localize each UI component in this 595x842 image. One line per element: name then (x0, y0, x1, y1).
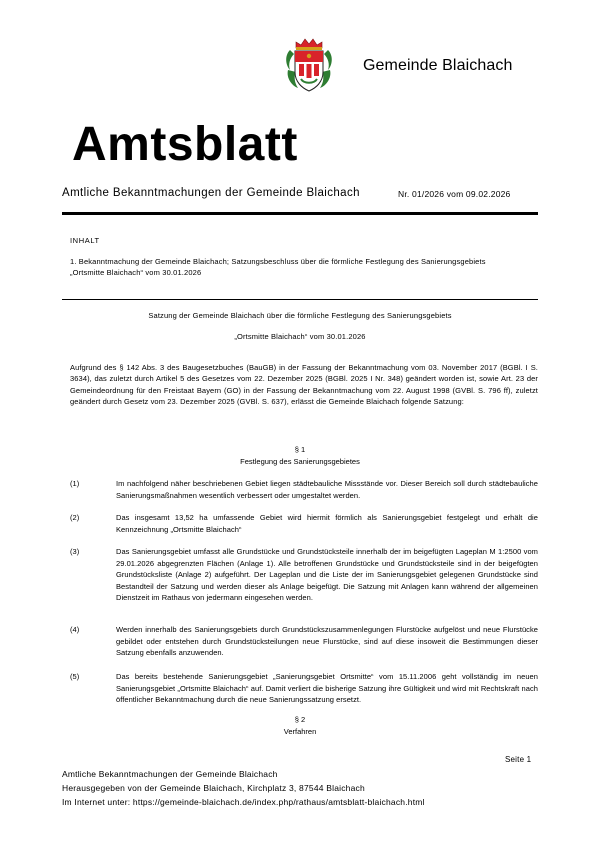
list-item (70, 546, 538, 604)
item-number: (2) (70, 513, 80, 522)
statute-title-line2: „Ortsmitte Blaichach“ vom 30.01.2026 (234, 332, 366, 341)
item-number: (3) (70, 547, 80, 556)
municipality-name: Gemeinde Blaichach (363, 57, 513, 74)
contents-divider (62, 299, 538, 300)
item-number: (4) (70, 625, 80, 634)
item-text: Werden innerhalb des Sanierungsgebiets durch Grundstückszusammenlegungen Flurstücke aufgelöst und neue Flurstücke gebildet oder entstehen durch Grundstücksteilungen neue Flurstücke, sind auf diese insoweit die Bestimmungen dieser Satzung ebenfalls anzuwenden. (116, 625, 538, 657)
item-text: Das bereits bestehende Sanierungsgebiet „Sanierungsgebiet Ortsmitte“ vom 15.11.2006 geht vollständig im neuen Sanierungsgebiet „Ortsmitte Blaichach“ auf. Damit verliert die bisherige Satzung ihre Gültigkeit und wird mit Rechtskraft nach öffentlicher Bekanntmachung durch die neue Sanierungssatzung ersetzt. (116, 672, 538, 704)
footer-line-1: Amtliche Bekanntmachungen der Gemeinde Blaichach (62, 769, 278, 779)
list-item (70, 624, 538, 659)
item-text: Das Sanierungsgebiet umfasst alle Grundstücke und Grundstücksteile innerhalb der im beigefügten Lageplan M 1:2500 vom 29.01.2026 abgegrenzten Flächen (Anlage 1). Alle betroffenen Grundstücke und Grundstücksteile sind in der beigefügten Grundstücksliste (Anlage 2) aufgeführt. Der Lageplan und die Liste der im Sanierungsgebiet gelegenen Grundstücke sind Bestandteil der Satzung und werden dieser als Anlage beigefügt. Die Satzung mit Anlagen kann während der allgemeinen Dienstzeit im Rathaus von jedermann eingesehen werden. (116, 547, 538, 602)
item-number: (5) (70, 672, 80, 681)
page-number: Seite 1 (505, 755, 532, 764)
section-2-number: § 2 (294, 715, 306, 724)
item-text: Im nachfolgend näher beschriebenen Gebiet liegen städtebauliche Missstände vor. Dieser Bereich soll durch städtebauliche Sanierungsmaßnahmen wesentlich verbessert oder umgestaltet werden. (116, 479, 538, 500)
section-1-heading: Festlegung des Sanierungsgebietes (240, 457, 360, 466)
masthead-subtitle: Amtliche Bekanntmachungen der Gemeinde Blaichach (62, 187, 360, 199)
masthead-title: Amtsblatt (72, 118, 298, 171)
footer-website-link[interactable]: Im Internet unter: https://gemeinde-blaichach.de/index.php/rathaus/amtsblatt-blaichach.html (62, 797, 425, 807)
header-divider (62, 212, 538, 215)
contents-heading: INHALT (70, 236, 100, 245)
coat-of-arms-logo (284, 36, 334, 96)
list-item (70, 512, 538, 535)
list-item (70, 478, 538, 501)
footer-line-2: Herausgegeben von der Gemeinde Blaichach, Kirchplatz 3, 87544 Blaichach (62, 783, 365, 793)
statute-preamble: Aufgrund des § 142 Abs. 3 des Baugesetzbuches (BauGB) in der Fassung der Bekanntmachung vom 03. November 2017 (BGBl. I S. 3634), das zuletzt durch Artikel 5 des Gesetzes vom 22. Dezember 2025 (BGBl. 2025 I Nr. 348) geändert worden ist, sowie Art. 23 der Gemeindeordnung für den Freistaat Bayern (GO) in der Fassung der Bekanntmachung vom 22. August 1998 (GVBl. S. 796 ff), zuletzt geändert durch Gesetz vom 23. Dezember 2025 (GVBl. S. 637), erlässt die Gemeinde Blaichach folgende Satzung: (70, 363, 538, 406)
item-text: Das insgesamt 13,52 ha umfassende Gebiet wird hiermit förmlich als Sanierungsgebiet festgelegt und erhält die Kennzeichnung „Ortsmitte Blaichach“ (116, 513, 538, 534)
issue-number: Nr. 01/2026 vom 09.02.2026 (398, 189, 511, 199)
contents-entry: 1. Bekanntmachung der Gemeinde Blaichach; Satzungsbeschluss über die förmliche Festlegung des Sanierungsgebiets „Ortsmitte Blaichach“ vom 30.01.2026 (70, 257, 486, 277)
item-number: (1) (70, 479, 80, 488)
section-1-number: § 1 (294, 445, 306, 454)
section-2-heading: Verfahren (283, 727, 317, 736)
statute-title: Satzung der Gemeinde Blaichach über die förmliche Festlegung des Sanierungsgebiets (148, 311, 452, 320)
list-item (70, 671, 538, 706)
